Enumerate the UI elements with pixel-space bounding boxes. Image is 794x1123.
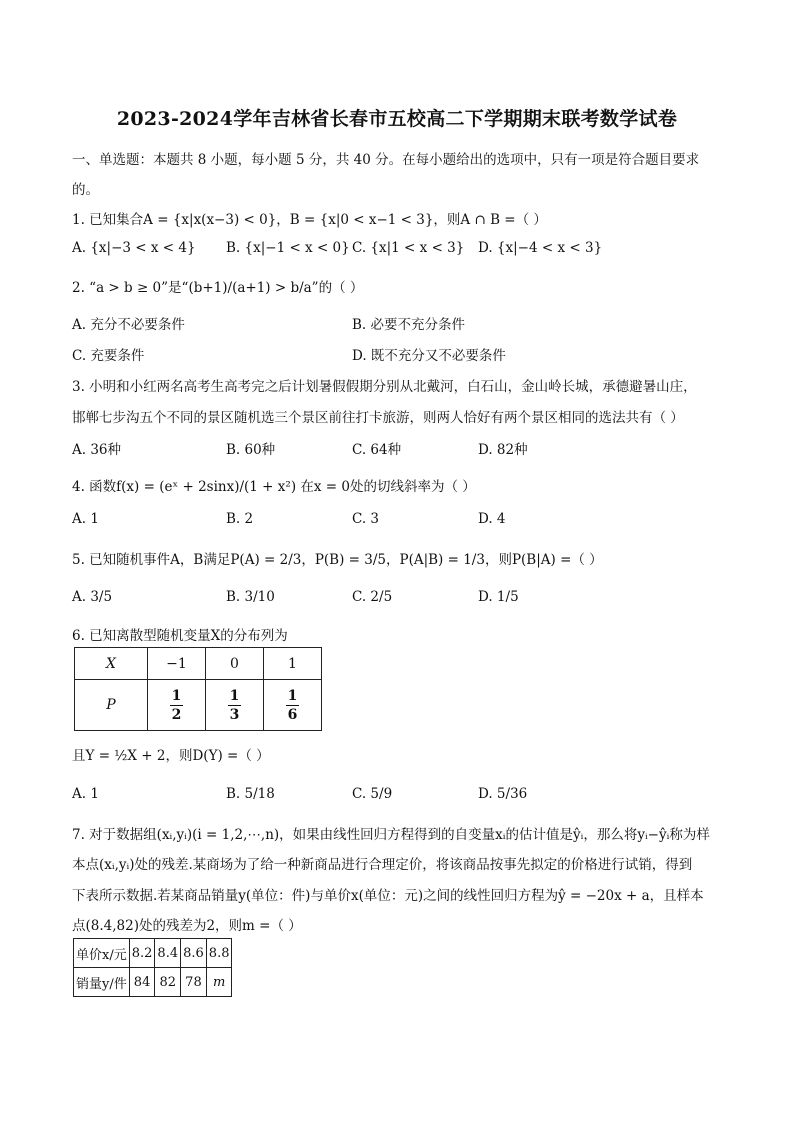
table-cell: 82 [155, 968, 181, 997]
q2-option-b: B. 必要不充分条件 [352, 317, 466, 333]
table-cell [206, 680, 264, 731]
q3-option-a: A. 36种 [72, 442, 122, 458]
table-cell: 8.6 [181, 939, 207, 968]
q6-option-a: A. 1 [72, 786, 99, 802]
q2-stem: 2. “a > b ≥ 0”是“(b+1)/(a+1) > b/a”的（ ） [72, 280, 364, 296]
table-cell: P [75, 680, 148, 731]
section-heading: 一、单选题：本题共 8 小题，每小题 5 分，共 40 分。在每小题给出的选项中，只有一项是符合题目要求 [72, 152, 700, 168]
q6-option-c: C. 5/9 [352, 786, 393, 802]
table-cell: 8.4 [155, 939, 181, 968]
q4-option-a: A. 1 [72, 511, 99, 527]
section-heading-cont: 的。 [72, 182, 99, 198]
q4-option-d: D. 4 [478, 511, 506, 527]
q5-option-d: D. 1/5 [478, 589, 519, 605]
q5-stem: 5. 已知随机事件A，B满足P(A) = 2/3，P(B) = 3/5，P(A|B) = 1/3，则P(B|A) =（ ） [72, 552, 603, 568]
table-cell: m [206, 968, 232, 997]
q3-stem-line2: 邯郸七步沟五个不同的景区随机选三个景区前往打卡旅游，则两人恰好有两个景区相同的选法共有（ ） [72, 410, 684, 426]
table-cell: 78 [181, 968, 207, 997]
q5-option-b: B. 3/10 [226, 589, 275, 605]
q6-stem: 6. 已知离散型随机变量X的分布列为 [72, 628, 288, 644]
table-cell: 单价x/元 [74, 939, 130, 968]
q7-stem-line2: 本点(xᵢ,yᵢ)处的残差.某商场为了给一种新商品进行合理定价，将该商品按事先拟定的价格进行试销，得到 [72, 857, 693, 873]
q1-option-d: D. {x|−4 < x < 3} [478, 240, 603, 256]
table-cell [264, 680, 322, 731]
q3-stem-line1: 3. 小明和小红两名高考生高考完之后计划暑假假期分别从北戴河，白石山，金山岭长城，承德避暑山庄， [72, 379, 697, 395]
q5-option-a: A. 3/5 [72, 589, 113, 605]
fraction: $\frac{1}{6}$ [287, 687, 298, 723]
q1-option-c: C. {x|1 < x < 3} [352, 240, 465, 256]
q4-stem: 4. 函数f(x) = (eˣ + 2sinx)/(1 + x²) 在x = 0处的切线斜率为（ ） [72, 479, 476, 495]
q4-option-b: B. 2 [226, 511, 254, 527]
q1-option-a: A. {x|−3 < x < 4} [72, 240, 196, 256]
q7-stem-line1: 7. 对于数据组(xᵢ,yᵢ)(i = 1,2,⋯,n)，如果由线性回归方程得到的自变量xᵢ的估计值是ŷᵢ，那么将yᵢ−ŷᵢ称为样 [72, 827, 710, 843]
q2-option-d: D. 既不充分又不必要条件 [352, 348, 506, 364]
q3-option-c: C. 64种 [352, 442, 402, 458]
q3-option-d: D. 82种 [478, 442, 528, 458]
q7-stem-line3: 下表所示数据.若某商品销量y(单位：件)与单价x(单位：元)之间的线性回归方程为ŷ = −20x + a，且样本 [72, 888, 704, 904]
q1-stem: 1. 已知集合A = {x|x(x−3) < 0}，B = {x|0 < x−1 < 3}，则A ∩ B =（ ） [72, 212, 547, 228]
table-cell: X [75, 648, 148, 680]
q6-option-b: B. 5/18 [226, 786, 275, 802]
table-cell: 8.8 [206, 939, 232, 968]
q2-option-a: A. 充分不必要条件 [72, 317, 185, 333]
q4-option-c: C. 3 [352, 511, 380, 527]
table-cell: 8.2 [129, 939, 155, 968]
exam-title: 2023-2024学年吉林省长春市五校高二下学期期末联考数学试卷 [116, 108, 678, 130]
fraction: $\frac{1}{2}$ [171, 687, 182, 723]
q1-option-b: B. {x|−1 < x < 0} [226, 240, 350, 256]
q6-stem-2: 且Y = ½X + 2，则D(Y) =（ ） [72, 748, 270, 764]
fraction: $\frac{1}{3}$ [229, 687, 240, 723]
q6-option-d: D. 5/36 [478, 786, 528, 802]
table-cell: 84 [129, 968, 155, 997]
table-cell: 0 [206, 648, 264, 680]
q2-option-c: C. 充要条件 [72, 348, 145, 364]
table-cell: 1 [264, 648, 322, 680]
table-cell: −1 [148, 648, 206, 680]
price-sales-table [73, 938, 232, 997]
q3-option-b: B. 60种 [226, 442, 276, 458]
table-cell: 销量y/件 [74, 968, 130, 997]
q5-option-c: C. 2/5 [352, 589, 393, 605]
q7-stem-line4: 点(8.4,82)处的残差为2，则m =（ ） [72, 918, 302, 934]
table-cell [148, 680, 206, 731]
distribution-table [74, 647, 322, 731]
